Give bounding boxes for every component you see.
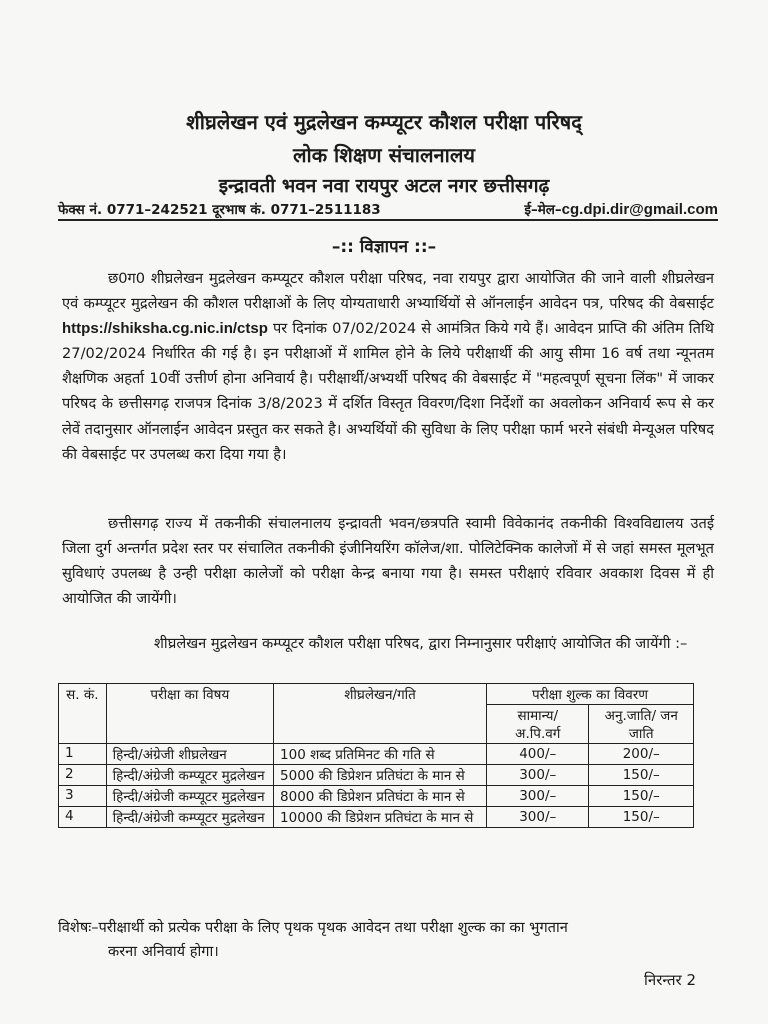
row-fee-sc: 150/–	[589, 786, 694, 807]
special-note	[58, 916, 718, 964]
paragraph-1-text-a: छ0ग0 शीघ्रलेखन मुद्रलेखन कम्प्यूटर कौशल परीक्षा परिषद, नवा रायपुर द्वारा आयोजित की जाने वाली शीघ्रलेखन एवं कम्प्यूटर मुद्रलेखन की कौशल परीक्षाओं के लिए योग्यताधारी अभ्यार्थियों से ऑनलाईन आवेदन पत्र, परिषद की वेबसाईट	[62, 270, 714, 313]
row-serial: 3	[59, 786, 107, 807]
row-subject: हिन्दी/अंग्रेजी कम्प्यूटर मुद्रलेखन	[106, 765, 273, 786]
fax-phone: फेक्स नं. 0771–242521 दूरभाष कं. 0771–2511183	[58, 202, 381, 218]
row-speed: 10000 की डिप्रेशन प्रतिघंटा के मान से	[274, 807, 487, 828]
paragraph-2	[62, 511, 714, 611]
address-line: इन्द्रावती भवन नवा रायपुर अटल नगर छत्तीसगढ़	[218, 175, 550, 197]
note-line-2: करना अनिवार्य होगा।	[108, 943, 219, 960]
paragraph-3	[62, 631, 714, 656]
table-row	[59, 786, 694, 807]
header-speed: शीघ्रलेखन/गति	[274, 684, 487, 744]
row-fee-sc: 200/–	[589, 744, 694, 765]
paragraph-1	[62, 266, 714, 467]
website-link: https://shiksha.cg.nic.in/ctsp	[62, 320, 268, 338]
row-serial: 1	[59, 744, 107, 765]
row-serial: 2	[59, 765, 107, 786]
org-title: शीघ्रलेखन एवं मुद्रलेखन कम्प्यूटर कौशल परीक्षा परिषद्	[186, 110, 582, 134]
header-sc-st: अनु.जाति/ जन जाति	[589, 705, 694, 744]
row-speed: 100 शब्द प्रतिमिनट की गति से	[274, 744, 487, 765]
row-speed: 5000 की डिप्रेशन प्रतिघंटा के मान से	[274, 765, 487, 786]
header-subject: परीक्षा का विषय	[106, 684, 273, 744]
row-fee-sc: 150/–	[589, 807, 694, 828]
row-fee-general: 300/–	[487, 807, 589, 828]
paragraph-1-text-b: पर दिनांक 07/02/2024 से आमंत्रित किये गये हैं। आवेदन प्राप्ति की अंतिम तिथि 27/02/2024 निर्धारित की गई है। इन परीक्षाओं में शामिल होने के लिये परीक्षार्थी की आयु सीमा 16 वर्ष तथा न्यूनतम शैक्षणिक अहर्ता 10वीं उत्तीर्ण होना अनिवार्य है। परीक्षार्थी/अभ्यर्थी परिषद की वेबसाईट में "महत्वपूर्ण सूचना लिंक" में जाकर परिषद के छत्तीसगढ़ राजपत्र दिनांक 3/8/2023 में दर्शित विस्तृत विवरण/दिशा निर्देशों का अवलोकन अनिवार्य रूप से कर लेवें तदानुसार ऑनलाईन आवेदन प्रस्तुत कर सकते है। अभ्यर्थियों की सुविधा के लिए परीक्षा फार्म भरने संबंधी मेन्यूअल परिषद की वेबसाईट पर उपलब्ध करा दिया गया है।	[62, 320, 715, 463]
table-row	[59, 744, 694, 765]
row-subject: हिन्दी/अंग्रेजी कम्प्यूटर मुद्रलेखन	[106, 807, 273, 828]
row-fee-general: 300/–	[487, 765, 589, 786]
row-fee-general: 400/–	[487, 744, 589, 765]
row-speed: 8000 की डिप्रेशन प्रतिघंटा के मान से	[274, 786, 487, 807]
exam-fee-table	[58, 683, 694, 828]
table-row	[59, 807, 694, 828]
paragraph-2-text: छत्तीसगढ़ राज्य में तकनीकी संचालनालय इन्द्रावती भवन/छत्रपति स्वामी विवेकानंद तकनीकी विश्वविद्यालय उतई जिला दुर्ग अन्तर्गत प्रदेश स्तर पर संचालित तकनीकी इंजीनियरिंग कॉलेज/शा. पोलिटेक्निक कालेजों में से जहां समस्त मूलभूत सुविधाएं उपलब्ध है उन्ही परीक्षा कालेजों को परीक्षा केन्द्र बनाया गया है। समस्त परीक्षाएं रविवार अवकाश दिवस में ही आयोजित की जायेंगी।	[62, 515, 714, 608]
row-subject: हिन्दी/अंग्रेजी कम्प्यूटर मुद्रलेखन	[106, 786, 273, 807]
email-address: cg.dpi.dir@gmail.com	[561, 201, 718, 218]
header-divider	[58, 219, 718, 221]
advertisement-title: –:: विज्ञापन ::–	[331, 237, 437, 257]
department-title: लोक शिक्षण संचालनालय	[292, 143, 475, 167]
row-subject: हिन्दी/अंग्रेजी शीघ्रलेखन	[106, 744, 273, 765]
paragraph-3-text: शीघ्रलेखन मुद्रलेखन कम्प्यूटर कौशल परीक्षा परिषद, द्वारा निम्नानुसार परीक्षाएं आयोजित की जायेंगी :–	[154, 635, 688, 652]
row-fee-sc: 150/–	[589, 765, 694, 786]
table-header-row	[59, 684, 694, 705]
row-serial: 4	[59, 807, 107, 828]
row-fee-general: 300/–	[487, 786, 589, 807]
table-row	[59, 765, 694, 786]
email-label: ई–मेल–	[524, 202, 562, 218]
note-line-1: विशेषः–परीक्षार्थी को प्रत्येक परीक्षा के लिए पृथक पृथक आवेदन तथा परीक्षा शुल्क का का भुगतान	[58, 919, 568, 936]
header-general: सामान्य/ अ.पि.वर्ग	[487, 705, 589, 744]
continued-marker: निरन्तर 2	[644, 971, 696, 989]
header-serial: स. कं.	[59, 684, 107, 744]
header-fee-details: परीक्षा शुल्क का विवरण	[487, 684, 694, 705]
email-line	[524, 200, 718, 218]
